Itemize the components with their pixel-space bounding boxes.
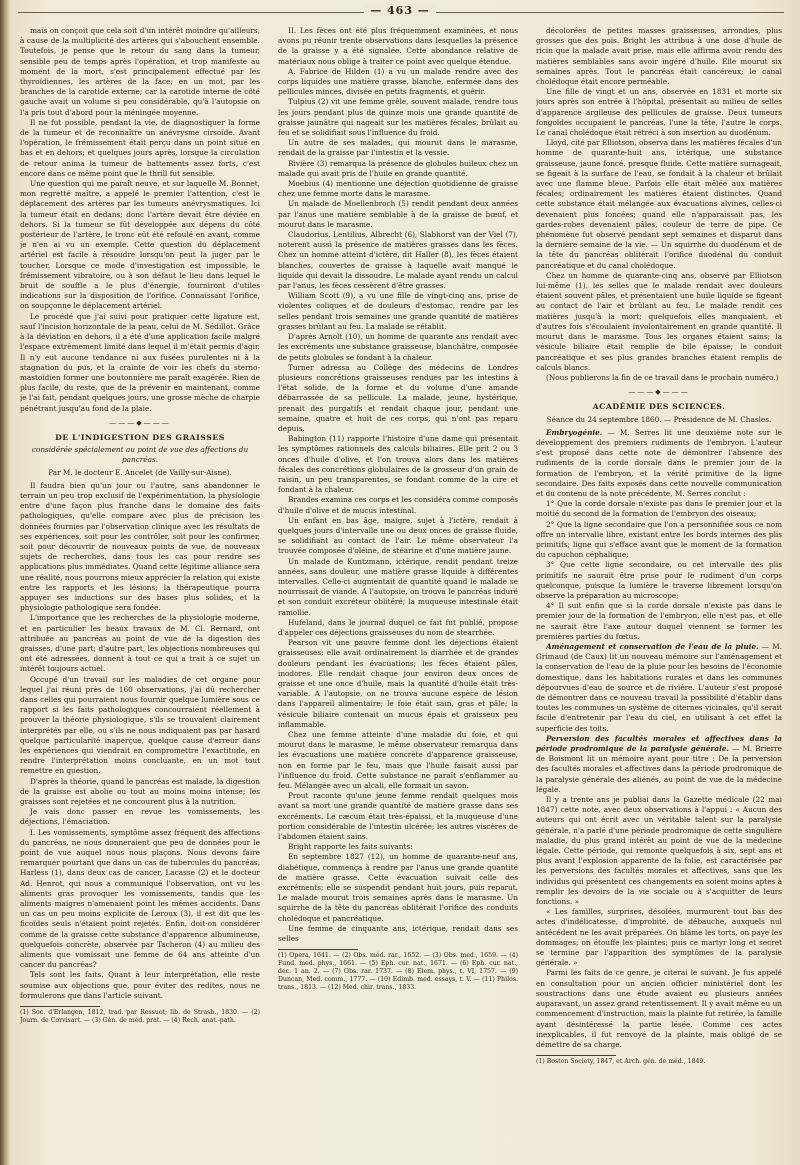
paragraph [536, 642, 782, 734]
paragraph: Chez un homme de quarante-cinq ans, observé par Elliotson lui-même (1), les selles que le malade rendait avec douleurs étaient souvent pâles, et présentaient une huile liquide se figeant au contact de l'air et brûlant au feu. Le malade rendit ces matières jusqu'à la mort; quelquefois elles manquaient, et d'autres fois s'écoulaient involontairement en grande quantité. Il mourut dans le marasme. Tous les organes étaient sains; la vésicule biliaire était remplie de bile épaisse; le conduit pancréatique et ses plus grandes branches étaient remplis de calculs blancs. [536, 270, 782, 372]
paragraph [536, 734, 782, 795]
footnotes: (1) Soc. d'Erlangen, 1812, trad. par Ressuot; lib. de Strasb., 1830. — (2) Journ. de Corvisart. — (3) Gén. de méd. prat. — (4) Rech. anat.-path. [20, 1009, 260, 1025]
paragraph: En septembre 1827 (12), un homme de quarante-neuf ans, diabétique, commença à rendre par l'anus une grande quantité de matière grasse. Cette évacuation suivait celle des excréments; elle se suspendit pendant huit jours, puis reparut. Le malade mourut trois semaines après dans le marasme. Un squirrhe de la tête du pancréas oblitérait l'orifice des conduits cholédoque et pancréatique. [278, 852, 518, 923]
item-text: — M. Brierre de Boismont lit un mémoire ayant pour titre : De la perversion des facultés morales et affectives dans la période prodromique de la paralysie générale des aliénés, au point de vue de la médecine légale. [536, 744, 782, 794]
paragraph: Lloyd, cité par Elliotson, observa dans les matières fécales d'un homme de quarante-huit ans, ictérique, une substance graisseuse, jaune foncé, presque fluide. Cette matière surnageait, se figeait à la surface de l'eau, se fondait à la chaleur et brûlait avec une flamme bleue. Parfois elle était mêlée aux matières fécales; ordinairement les matières étaient distinctes. Quand cette substance était mélangée aux évacuations alvines, celles-ci devenaient plus foncées; quand elle n'apparaissait pas, les gardes-robes devenaient pâles, couleur de terre de pipe. Ce phénomène fut observé pendant sept semaines et disparut dans la dernière semaine de la vie. — Un squirrhe du duodénum et de la tête du pancréas oblitérait l'orifice duodénal du conduit pancréatique et du canal cholédoque. [536, 138, 782, 270]
paragraph: Babington (11) rapporte l'histoire d'une dame qui présentait les symptômes rationnels des calculs biliaires. Elle prit 2 ou 3 onces d'huile d'olive, et l'on trouva alors dans les matières fécales des concrétions globulaires de la grosseur d'un grain de raisin, un peu transparentes, se fondant comme de la cire et fondant à la chaleur. [278, 434, 518, 495]
paragraph: 2° Que la ligne secondaire que l'on a personnifiée sous ce nom offre un intervalle libre, existant entre les bords internes des plis primitifs; ligne qui s'efface avant que le moment de la formation du capuchon céphalique; [536, 519, 782, 560]
paragraph: Il ne fut possible, pendant la vie, de diagnostiquer la forme de la tumeur et de reconnaître un anévrysme cirsoïde. Avant l'opération, le frémissement était perçu dans un point situé en bas et en dehors; et quelques jours après, lorsque la circulation de retour anima la tumeur de battements assez forts, c'est encore dans ce même point que le thrill fut sensible. [20, 117, 260, 178]
session-line: Séance du 24 septembre 1860. — Présidence de M. Chasles. [546, 414, 772, 424]
paragraph: Pearson vit une pauvre femme dont les déjections étaient graisseuses; elle avait ordinairement la diarrhée et de grandes douleurs pendant les évacuations; les fèces étaient pâles, inodores. Elle rendait chaque jour environ deux onces de graisse et une once d'huile, mais la quantité d'huile était très-variable. A l'autopsie, on ne trouva aucune espèce de lésion dans l'appareil alimentaire; le foie était sain, gras et pâle; la vésicule biliaire contenait un mucus épais et graisseux peu inflammable. [278, 638, 518, 729]
paragraph: I. Les vomissements, symptôme assez fréquent des affections du pancréas, ne nous donneraient que peu de données pour le point de vue auquel nous nous plaçons. Nous devons faire remarquer pourtant que dans un cas de tubercules du pancréas, Harless (1), dans deux cas de cancer, Lacasse (2) et le docteur Ad. Henrot, qui nous a communiqué l'observation, ont vu les aliments gras provoquer les vomissements, tandis que les aliments maigres n'amenaient point les mêmes accidents. Dans un cas un peu moins explicite de Leroux (3), il est dit que les ficoïdes seuls n'étaient point rejetés. Enfin, doit-on considérer comme de la graisse cette substance d'apparence albumineuse, quelquefois concrète, observée par Tacheron (4) au milieu des aliments que vomissait une femme de 64 ans atteinte d'un cancer du pancréas? [20, 827, 260, 970]
paragraph: Turner adressa au Collège des médecins de Londres plusieurs concrétions graisseuses rendues par les intestins à l'état solide, de la forme et du volume d'une amande débarrassée de sa pellicule. La malade, jeune, hystérique, prenait des purgatifs et rendait chaque jour, pendant une semaine, quatre et huit de ces corps, qui n'ont pas reparu depuis. [278, 362, 518, 433]
paragraph: A. Fabrice de Hilden (1) a vu un malade rendre avec des corps liquides une matière grasse, blanche, enfermée dans des pellicules minces, divisée en petits fragments, et guérir. [278, 66, 518, 97]
paragraph: Un autre de ses malades, qui mourut dans le marasme, rendait de la graisse par l'intestin et la vessie. [278, 138, 518, 158]
paragraph: Hufeland, dans le journal duquel ce fait fut publié, propose d'appeler ces déjections graisseuses du nom de stearrhée. [278, 617, 518, 637]
item-title: Perversion des facultés morales et affectives dans la période prodromique de la paralysie générale. [536, 733, 782, 754]
paragraph: Rivière (3) remarqua la présence de globules huileux chez un malade qui avait pris de l'huile en grande quantité. [278, 158, 518, 178]
item-text: — M. Serres lit une deuxième note sur le développement des premiers rudiments de l'embryon. L'auteur s'est proposé dans cette note de démontrer l'absence des rudiments de la corde dorsale dans le premier jour de la formation de l'embryon, et la vérité primitive de la ligne secondaire. Des faits exposés dans cette nouvelle communication et du contenu de la note précédente, M. Serres conclut : [536, 427, 782, 498]
section-title: ACADÉMIE DES SCIENCES. [592, 402, 726, 412]
column-3 [536, 26, 782, 1143]
item-title: Embryogénie. [546, 427, 603, 437]
paragraph: Moebius (4) mentionne une déjection quotidienne de graisse chez une femme morte dans le marasme. [278, 179, 518, 199]
article-byline: Par M. le docteur E. Ancelet (de Vailly-sur-Aisne). [48, 467, 232, 477]
column-1 [20, 26, 260, 1143]
paragraph: L'importance que les recherches de la physiologie moderne, et en particulier les beaux travaux de M. Cl. Bernard, ont attribuée au pancréas au point de vue de la digestion des graisses, d'une part; d'autre part, les objections nombreuses qui ont été adressées, donnent à tout ce qui a trait à ce sujet un intérêt toujours actuel. [20, 613, 260, 674]
paragraph: Chez une femme atteinte d'une maladie du foie, et qui mourut dans le marasme, le même observateur remarqua dans les évacuations une matière concrète d'apparence graisseuse, non en forme par le feu, mais que l'huile faisait aussi par l'influence du froid. Cette substance ne paraît s'enflammer au feu. Mélangée avec un alcali, elle formait un savon. [278, 730, 518, 791]
item-title: Aménagement et conservation de l'eau de la pluie. [546, 641, 759, 651]
paragraph: 3° Que cette ligne secondaire, ou cet intervalle des plis primitifs ne saurait être prise pour le rudiment d'un corps quelconque, puisque la lumière le traverse librement lorsqu'on observe la préparation au microscope; [536, 560, 782, 600]
article-heading: DE L'INDIGESTION DES GRAISSES [55, 432, 225, 442]
paragraph: Une question qui me paraît neuve, et sur laquelle M. Bonnet, mon regretté maître, a appelé le premier l'attention, c'est le déplacement des artères par les tumeurs anévrysmatiques. Ici la tumeur était en dedans; donc l'artère devait être déviée en dehors. Si la tumeur se fût développée aux dépens du côté postérieur de l'artère, le tronc eût été refoulé en avant, comme je n'en ai vu un exemple. Cette question du déplacement artériel est facile à résoudre lorsqu'on peut la juger par le toucher. Lorsque ce mode d'investigation est impossible, le frémissement vibratoire, ou à son défaut le lieu dans lequel le bruit de souffle a le plus d'énergie, fourniront d'utiles indications sur la disposition de l'orifice. Connaissant l'orifice, on soupçonne le déplacement artériel. [20, 179, 260, 311]
paragraph: (Nous publierons la fin de ce travail dans le prochain numéro.) [546, 372, 779, 382]
paragraph: Il y a trente ans je publiai dans la Gazette médicale (22 mai 1847) cette note, avec deux observations à l'appui : « Aucun des auteurs qui ont écrit avec un véritable talent sur la paralysie générale, n'a parlé d'une période prodromique de cette singulière maladie, du plus grand intérêt au point de vue de la médecine légale. Cette période, qui remonte quelquefois à six, sept ans et plus avant l'explosion apparente de la folie, est caractérisée par les perversions des facultés morales et affectives, sans que les individus qui présentent ces changements en soient moins aptes à remplir les devoirs de la vie sociale ou à s'acquitter de leurs fonctions. » [536, 795, 782, 907]
footnotes: (1) Opera, 1641. — (2) Obs. méd. rar., 1652. — (3) Obs. med., 1659. — (4) Fund. med. phys., 1661. — (5) Eph. cur. nat., 1671. — (6) Eph. cur. nat., dec. 1 an. 2. — (7) Obs. rar. 1737. — (8) Elem. phys., t. VI, 1757. — (9) Duncan, Med. comm., 1777. — (10) Edimb. med. essays, t. V. — (11) Philos. trans., 1813. — (12) Med. chir. trans., 1833. [278, 952, 518, 992]
footnote-rule [20, 1006, 100, 1007]
article-subheading: considérée spécialement au point de vue des affections du pancréas. [31, 445, 249, 465]
paragraph: Un enfant en bas âge, maigre, sujet à l'ictère, rendait à quelques jours d'intervalle une ou deux onces de graisse fluide, se solidifiant au contact de l'air. Le même observateur l'a trouvée composée d'oléine, de stéarine et d'une matière jaune. [278, 515, 518, 556]
paragraph: décolorées de petites masses graisseuses, arrondies, plus grosses que des pois. Bright les attribua à une dose d'huile de ricin que la malade avait prise, mais elle affirma avoir rendu des matières semblables sans avoir ingéré d'huile. Elle mourut six semaines après. Tout le pancréas était cancéreux; le canal cholédoque était encore perméable. [536, 26, 782, 87]
page-number: — 463 — [0, 4, 800, 17]
paragraph: Parmi les faits de ce genre, je citerai le suivant. Je fus appelé en consultation pour un ancien officier ministériel dont les soustractions dans une étude avaient eu plusieurs années auparavant, un assez grand retentissement. Il y avait même eu un commencement d'instruction, mais la plainte fut retirée, la famille ayant désintéressé la partie lésée. Comme ces actes inexplicables, il fut renvoyé de la plainte, mais obligé de se démettre de sa charge. [536, 968, 782, 1049]
paragraph: Claudorius, Lentilius, Albrecht (6), Slabhorst van der Viel (7), noterent aussi la présence de matières grasses dans les fèces. Chez un homme atteint d'ictère, dit Haller (8), les fèces étaient blanches, couvertes de graisse à laquelle avait manqué le liquide qui devait la dissoudre. Le malade ayant rendu un calcul par l'anus, les fèces cessèrent d'être grasses. [278, 230, 518, 291]
paragraph: Occupé d'un travail sur les maladies de cet organe pour lequel j'ai réuni près de 160 observations, j'ai dû rechercher dans celles qui pourraient nous fournir quelque lumière sous ce rapport si les faits pathologiques concourraient réellement à prouver la théorie physiologique, s'ils se trouvaient clairement interprétés par elle, ou s'ils ne nous indiquaient pas par hasard quelque particularité inaperçue, quelque cause d'erreur dans les expériences qui viendrait en compromettre l'exactitude, en rendre l'interprétation moins concluante, en un mot tout remettre en question. [20, 674, 260, 776]
paragraph: mais on conçoit que cela soit d'un intérêt moindre qu'ailleurs, à cause de la multiplicité des artères qui s'abouchent ensemble. Toutefois, je pense que le retour du sang dans la tumeur, sensible peu de temps après l'opération, et trop manifeste au moment de la mort, s'est principalement effectué par les thyroïdiennes, les artères de la face; en un mot, par les branches de la carotide externe; car la carotide interne de côté gauche avait un volume si peu considérable, qu'à l'autopsie on l'a pris tout d'abord pour la méningée moyenne. [20, 26, 260, 117]
section-separator: ———◆——— [628, 388, 690, 397]
column-2 [278, 26, 518, 1143]
paragraph: Prout raconte qu'une jeune femme rendait quelques mois avant sa mort une grande quantité de matière grasse dans ses excréments. Le cæcum était très-épaissi, et la muqueuse d'une portion considérable de l'intestin ulcérée; les autres viscères de l'abdomen étaient sains. [278, 791, 518, 842]
paragraph: « Les familles, surprises, désolées, murmurent tout bas des actes d'indélicatesse, d'improbité, de débauche, auxquels nul antécédent ne les avait préparées. On blâme les torts, on paye les dommages; on étouffe les plaintes; puis ce martyr long et secret se termine par l'apparition des symptômes de la paralysie générale. » [536, 907, 782, 968]
paragraph: II. Les fèces ont été plus fréquemment examinées, et nous avons pu réunir trente observations dans lesquelles la présence de la graisse y a été signalée. Cette abondance relative de matériaux nous oblige à traiter ce point avec quelque étendue. [278, 26, 518, 66]
footnote-rule [278, 949, 358, 950]
paragraph: Une fille de vingt et un ans, observée en 1831 et morte six jours après son entrée à l'hôpital, présentait au milieu de selles d'apparence argileuse des pellicules de graisse. Deux tumeurs fongoïdes occupaient le pancréas, l'une la tête, l'autre le corps. Le canal cholédoque était rétréci à son insertion au duodénum. [536, 87, 782, 138]
paragraph: Une femme de cinquante ans, ictérique, rendait dans ses selles [278, 923, 518, 944]
paragraph: Un malade de Moellenbroch (5) rendit pendant deux années par l'anus une matière semblable à de la graisse de bœuf, et mourut dans le marasme. [278, 199, 518, 229]
section-separator: ———◆——— [109, 418, 171, 427]
paragraph: D'après la théorie, quand le pancréas est malade, la digestion de la graisse est abolie ou tout au moins moins intense; les graisses sont rejetées et ne concourent plus à la nutrition. [20, 776, 260, 807]
binding-gutter [0, 0, 10, 1165]
paragraph: Un malade de Kuntzmann, ictérique, rendit pendant treize années, sans douleur, une matière grasse liquide à différentes intervalles. Celle-ci augmentait de quantité quand le malade se nourrissait de viande. A l'autopsie, on trouva le pancréas induré et son conduit excréteur oblitéré; la muqueuse intestinale était ramollie. [278, 556, 518, 617]
paragraph: 1° Que la corde dorsale n'existe pas dans le premier jour et la moitié du second de la formation de l'embryon des oiseaux; [536, 499, 782, 519]
paragraph: William Scott (9), a vu une fille de vingt-cinq ans, prise de violentes coliques et de douleurs d'estomac, rendre par les selles pendant trois semaines une grande quantité de matières grasses brûlant au feu. La malade se rétablit. [278, 291, 518, 331]
paragraph: Bright rapporte les faits suivants: [288, 842, 413, 852]
paragraph: Je vais donc passer en revue les vomissements, les déjections, l'émaciation. [20, 807, 260, 827]
footnote-rule [536, 1055, 616, 1056]
paragraph: Le procédé que j'ai suivi pour pratiquer cette ligature est, sauf l'incision horizontale de la peau, celui de M. Sédillot. Grâce à la déviation en dehors, il a été d'une application facile malgré l'espace extrêmement limité dans lequel il m'était permis d'agir. Il n'y eut aucune tendance ni aux fusées purulentes ni à la stagnation du pus, et la crainte de voir les chefs du sterno-mastoïdien former une boutonnière me paraît exagérée. Rien de plus facile, du reste, que de la prévenir en maintenant, comme je l'ai fait, pendant quelques jours, une grosse mèche de charpie pénétrant jusqu'au fond de la plaie. [20, 311, 260, 413]
paragraph: 4° Il suit enfin que si la corde dorsale n'existe pas dans le premier jour de la formation de l'embryon, elle n'est pas, et elle ne saurait être l'axe autour duquel viennent se former les premières parties du fœtus. [536, 601, 782, 641]
paragraph [536, 428, 782, 499]
paragraph: Tels sont les faits. Quant à leur interprétation, elle reste soumise aux objections que, pour éviter des redites, nous ne formulerons que dans l'article suivant. [20, 970, 260, 1000]
paragraph: Tulpius (2) vit une femme grêle, souvent malade, rendre tous les jours pendant plus de quinze mois une grande quantité de graisse jaunâtre qui nageait sur les matières fécales, brûlait au feu et se solidifiait sous l'influence du froid. [278, 97, 518, 138]
item-text: — M. Grimaud (de Caux) lit un nouveau mémoire sur l'aménagement et la conservation de l'eau de la pluie pour les besoins de l'économie domestique, dans les habitations rurales et dans les communes dépourvues d'eau de source et de rivière. L'auteur s'est proposé de démontrer dans ce nouveau travail la possibilité d'établir dans toutes les communes un système de citernes vicinales, qu'il serait facile d'entretenir par l'eau du ciel, en utilisant à cet effet la superficie des toits. [536, 641, 782, 733]
paragraph: Brandes examina ces corps et les considéra comme composés d'huile d'olive et de mucus intestinal. [278, 495, 518, 515]
paragraph: D'après Arnolt (10), un homme de quarante ans rendait avec les excréments une substance graisseuse, blanchâtre, composée de petits globules se fondant à la chaleur. [278, 332, 518, 362]
paragraph: Il faudra bien qu'un jour ou l'autre, sans abandonner le terrain un peu trop exclusif de l'expérimentation, la physiologie entre d'une façon plus franche dans le domaine des faits pathologiques, qu'elle compare avec plus de précision les données fournies par l'observation clinique avec les résultats de ses expériences, soit pour les contrôler, soit pour les confirmer, soit pour découvrir de nouveaux points de vue, de nouveaux sujets de recherches, dans tous les cas pour rendre ses applications plus immédiates. Quand cette légitime alliance sera une réalité, nous pourrons mieux apprécier la relation qui existe entre les rapports et les lésions; la thérapeutique pourra appuyer ses inductions sur des bases plus solides, et la physiologie pathologique sera fondée. [20, 480, 260, 613]
footnotes: (1) Boston Society, 1847, et Arch. gén. de méd., 1849. [536, 1058, 706, 1066]
